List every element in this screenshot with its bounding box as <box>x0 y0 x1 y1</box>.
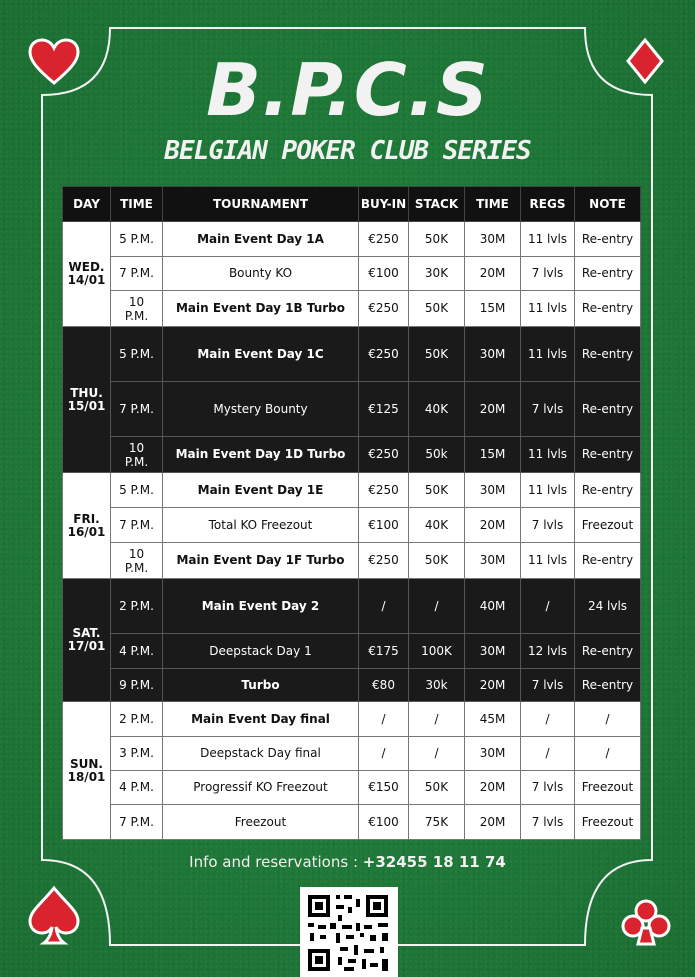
tournament-cell: Mystery Bounty <box>163 382 359 437</box>
duration-cell: 30M <box>465 327 521 382</box>
note-cell: Re-entry <box>575 473 641 508</box>
spade-icon <box>28 885 80 947</box>
info-label: Info and reservations : <box>189 853 359 871</box>
page-title: B.P.C.S <box>206 48 489 132</box>
table-row <box>63 543 641 579</box>
table-row <box>63 805 641 840</box>
stack-cell: 50K <box>409 543 465 579</box>
table-row <box>63 382 641 437</box>
table-row <box>63 771 641 805</box>
column-header: TIME <box>465 187 521 222</box>
duration-cell: 30M <box>465 473 521 508</box>
duration-cell: 30M <box>465 543 521 579</box>
note-cell: Re-entry <box>575 327 641 382</box>
duration-cell: 20M <box>465 805 521 840</box>
duration-cell: 30M <box>465 737 521 771</box>
phone-number[interactable]: +32455 18 11 74 <box>362 853 506 871</box>
tournament-cell: Main Event Day 1B Turbo <box>163 291 359 327</box>
note-cell: Re-entry <box>575 543 641 579</box>
buyin-cell: / <box>359 702 409 737</box>
buyin-cell: €250 <box>359 543 409 579</box>
buyin-cell: €80 <box>359 669 409 702</box>
time-cell: 10 P.M. <box>111 291 163 327</box>
time-cell: 5 P.M. <box>111 473 163 508</box>
note-cell: Re-entry <box>575 291 641 327</box>
regs-cell: 11 lvls <box>521 222 575 257</box>
table-row <box>63 327 641 382</box>
duration-cell: 20M <box>465 771 521 805</box>
regs-cell: 7 lvls <box>521 669 575 702</box>
day-cell: THU. 15/01 <box>63 327 111 473</box>
page-subtitle: BELGIAN POKER CLUB SERIES <box>164 136 531 166</box>
note-cell: Re-entry <box>575 382 641 437</box>
note-cell: Re-entry <box>575 634 641 669</box>
day-cell: SUN. 18/01 <box>63 702 111 840</box>
tournament-cell: Main Event Day 1E <box>163 473 359 508</box>
stack-cell: 50K <box>409 473 465 508</box>
regs-cell: 12 lvls <box>521 634 575 669</box>
stack-cell: 50K <box>409 291 465 327</box>
time-cell: 2 P.M. <box>111 702 163 737</box>
buyin-cell: €250 <box>359 327 409 382</box>
schedule-table <box>62 186 641 840</box>
time-cell: 10 P.M. <box>111 543 163 579</box>
stack-cell: 40K <box>409 382 465 437</box>
regs-cell: 11 lvls <box>521 327 575 382</box>
duration-cell: 30M <box>465 222 521 257</box>
duration-cell: 20M <box>465 508 521 543</box>
tournament-cell: Main Event Day final <box>163 702 359 737</box>
buyin-cell: €150 <box>359 771 409 805</box>
regs-cell: 7 lvls <box>521 382 575 437</box>
duration-cell: 20M <box>465 257 521 291</box>
schedule-body <box>63 222 641 840</box>
duration-cell: 30M <box>465 634 521 669</box>
table-row <box>63 291 641 327</box>
header-row <box>63 187 641 222</box>
time-cell: 3 P.M. <box>111 737 163 771</box>
tournament-cell: Total KO Freezout <box>163 508 359 543</box>
note-cell: Freezout <box>575 508 641 543</box>
stack-cell: 40K <box>409 508 465 543</box>
tournament-cell: Main Event Day 1A <box>163 222 359 257</box>
column-header: REGS <box>521 187 575 222</box>
note-cell: Freezout <box>575 771 641 805</box>
column-header: TOURNAMENT <box>163 187 359 222</box>
table-row <box>63 437 641 473</box>
reservation-info <box>0 853 695 871</box>
buyin-cell: / <box>359 737 409 771</box>
time-cell: 9 P.M. <box>111 669 163 702</box>
column-header: STACK <box>409 187 465 222</box>
duration-cell: 20M <box>465 382 521 437</box>
note-cell: / <box>575 702 641 737</box>
time-cell: 7 P.M. <box>111 508 163 543</box>
regs-cell: 7 lvls <box>521 257 575 291</box>
tournament-cell: Main Event Day 1C <box>163 327 359 382</box>
stack-cell: 50k <box>409 437 465 473</box>
column-header: BUY-IN <box>359 187 409 222</box>
buyin-cell: / <box>359 579 409 634</box>
table-row <box>63 634 641 669</box>
regs-cell: / <box>521 737 575 771</box>
buyin-cell: €100 <box>359 257 409 291</box>
stack-cell: / <box>409 702 465 737</box>
tournament-cell: Freezout <box>163 805 359 840</box>
regs-cell: 7 lvls <box>521 805 575 840</box>
time-cell: 4 P.M. <box>111 634 163 669</box>
buyin-cell: €125 <box>359 382 409 437</box>
table-row <box>63 737 641 771</box>
regs-cell: 11 lvls <box>521 473 575 508</box>
regs-cell: 7 lvls <box>521 508 575 543</box>
duration-cell: 45M <box>465 702 521 737</box>
regs-cell: 11 lvls <box>521 437 575 473</box>
buyin-cell: €100 <box>359 805 409 840</box>
table-row <box>63 257 641 291</box>
duration-cell: 15M <box>465 437 521 473</box>
day-cell: FRI. 16/01 <box>63 473 111 579</box>
duration-cell: 15M <box>465 291 521 327</box>
duration-cell: 20M <box>465 669 521 702</box>
stack-cell: 50K <box>409 222 465 257</box>
regs-cell: / <box>521 579 575 634</box>
duration-cell: 40M <box>465 579 521 634</box>
regs-cell: / <box>521 702 575 737</box>
time-cell: 10 P.M. <box>111 437 163 473</box>
tournament-cell: Deepstack Day final <box>163 737 359 771</box>
tournament-cell: Bounty KO <box>163 257 359 291</box>
time-cell: 5 P.M. <box>111 327 163 382</box>
note-cell: Freezout <box>575 805 641 840</box>
time-cell: 7 P.M. <box>111 805 163 840</box>
buyin-cell: €100 <box>359 508 409 543</box>
stack-cell: 75K <box>409 805 465 840</box>
day-cell: WED. 14/01 <box>63 222 111 327</box>
tournament-cell: Turbo <box>163 669 359 702</box>
note-cell: Re-entry <box>575 257 641 291</box>
stack-cell: 50K <box>409 771 465 805</box>
time-cell: 7 P.M. <box>111 257 163 291</box>
buyin-cell: €250 <box>359 291 409 327</box>
tournament-cell: Deepstack Day 1 <box>163 634 359 669</box>
column-header: NOTE <box>575 187 641 222</box>
stack-cell: 30k <box>409 669 465 702</box>
table-row <box>63 579 641 634</box>
column-header: DAY <box>63 187 111 222</box>
stack-cell: / <box>409 579 465 634</box>
buyin-cell: €250 <box>359 473 409 508</box>
note-cell: 24 lvls <box>575 579 641 634</box>
table-row <box>63 702 641 737</box>
tournament-cell: Main Event Day 1F Turbo <box>163 543 359 579</box>
table-row <box>63 473 641 508</box>
time-cell: 2 P.M. <box>111 579 163 634</box>
buyin-cell: €250 <box>359 437 409 473</box>
tournament-cell: Main Event Day 2 <box>163 579 359 634</box>
note-cell: / <box>575 737 641 771</box>
time-cell: 4 P.M. <box>111 771 163 805</box>
table-row <box>63 222 641 257</box>
tournament-cell: Progressif KO Freezout <box>163 771 359 805</box>
stack-cell: 100K <box>409 634 465 669</box>
qr-code[interactable] <box>300 887 398 977</box>
stack-cell: / <box>409 737 465 771</box>
note-cell: Re-entry <box>575 437 641 473</box>
table-row <box>63 508 641 543</box>
buyin-cell: €175 <box>359 634 409 669</box>
column-header: TIME <box>111 187 163 222</box>
club-icon <box>620 898 672 948</box>
tournament-cell: Main Event Day 1D Turbo <box>163 437 359 473</box>
regs-cell: 7 lvls <box>521 771 575 805</box>
note-cell: Re-entry <box>575 222 641 257</box>
stack-cell: 50K <box>409 327 465 382</box>
time-cell: 7 P.M. <box>111 382 163 437</box>
regs-cell: 11 lvls <box>521 291 575 327</box>
stack-cell: 30K <box>409 257 465 291</box>
time-cell: 5 P.M. <box>111 222 163 257</box>
regs-cell: 11 lvls <box>521 543 575 579</box>
buyin-cell: €250 <box>359 222 409 257</box>
table-row <box>63 669 641 702</box>
day-cell: SAT. 17/01 <box>63 579 111 702</box>
note-cell: Re-entry <box>575 669 641 702</box>
